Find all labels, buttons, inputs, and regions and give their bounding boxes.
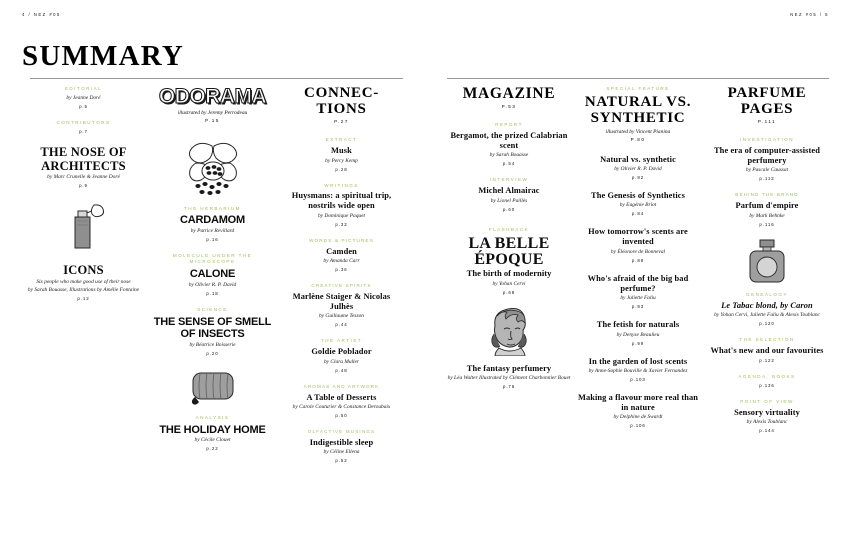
entry-byline: by Denyse Beaulieu	[616, 331, 660, 338]
entry-title: Camden	[326, 246, 357, 256]
entry-page-number: p.16	[206, 237, 219, 243]
entry-byline: by Éléonore de Bonneval	[610, 248, 666, 255]
entry-kicker: THE HERBARIUM	[184, 205, 241, 211]
entry-page-number: p.5	[79, 103, 88, 109]
toc-entry-flavour-more-real[interactable]	[576, 393, 700, 428]
entry-byline: by Léa Walter Illustrated by Clément Charbonnier Bouet	[447, 375, 571, 382]
entry-byline: by Anne-Sophie Bouville & Xavier Fernandez	[588, 367, 688, 374]
entry-page-number: p.84	[631, 211, 645, 217]
cardamom-pod-icon	[151, 136, 274, 198]
entry-byline: by Marc Crunelle & Jeanne Doré	[47, 174, 120, 181]
toc-entry-michel-almairac[interactable]	[447, 177, 571, 211]
entry-byline: by Guillaume Tesson	[318, 313, 365, 320]
section-page-number: P.53	[501, 104, 517, 110]
entry-page-number: p.116	[759, 221, 775, 227]
right-columns	[447, 86, 829, 544]
section-parfume-pages[interactable]	[705, 86, 829, 124]
perfume-bottle-icon	[705, 238, 829, 284]
left-columns	[22, 86, 403, 544]
entry-title: Musk	[331, 146, 352, 156]
entry-page-number: p.52	[335, 458, 348, 464]
entry-byline: by Alexis Toublanc	[746, 419, 788, 426]
column-odorama	[151, 86, 274, 544]
toc-entry-creative-spirits[interactable]	[280, 283, 403, 327]
running-head-right: NEZ #05 / 5	[790, 12, 829, 17]
entry-kicker: REPORT	[495, 122, 523, 128]
entry-title: In the garden of lost scents	[588, 356, 688, 366]
toc-entry-the-selection[interactable]	[705, 337, 829, 363]
page-title: SUMMARY	[22, 40, 185, 72]
entry-page-number: p.9	[79, 183, 88, 189]
entry-kicker: BEHIND THE BRAND	[735, 192, 799, 198]
column-connections	[280, 86, 403, 544]
section-page-number: P.27	[334, 119, 349, 125]
entry-kicker: ANALYSIS	[195, 414, 230, 420]
entry-kicker: AGENDA, BOOKS	[738, 373, 796, 379]
toc-entry-big-bad-perfume[interactable]	[576, 274, 700, 309]
toc-entry-natural-vs-synthetic[interactable]	[576, 155, 700, 180]
entry-page-number: p.76	[502, 384, 516, 390]
toc-entry-contributors[interactable]	[22, 120, 145, 134]
entry-byline: by Cécile Clouet	[194, 437, 231, 444]
section-subtitle: illustrated by Vincent Pianina	[605, 128, 671, 135]
entry-title: Sensory virtuality	[734, 407, 800, 417]
toc-entry-sense-of-smell-insects[interactable]	[151, 307, 274, 356]
section-kicker: SPECIAL FEATURE	[606, 86, 670, 91]
entry-page-number: p.44	[335, 322, 348, 328]
toc-entry-la-belle-epoque[interactable]	[447, 227, 571, 295]
entry-title: Indigestible sleep	[309, 437, 374, 447]
section-page-number: P.15	[205, 117, 220, 123]
left-page	[0, 0, 425, 554]
section-title: NATURAL VS. SYNTHETIC	[584, 93, 692, 126]
entry-kicker: AROMAS AND ARTWORK	[303, 383, 380, 389]
section-page-number: P.111	[757, 119, 777, 125]
entry-page-number: p.82	[631, 175, 645, 181]
entry-page-number: p.99	[631, 340, 645, 346]
entry-byline: by Lionel Paillès	[490, 197, 528, 204]
entry-kicker: INTERVIEW	[489, 177, 529, 183]
right-page	[425, 0, 851, 554]
entry-page-number: p.93	[631, 304, 645, 310]
entry-byline: by Jeanne Doré	[66, 94, 101, 101]
column-parfume-pages	[705, 86, 829, 544]
section-natural-vs-synthetic[interactable]	[576, 86, 700, 142]
entry-subtitle: The birth of modernity	[466, 268, 552, 279]
toc-entry-camden[interactable]	[280, 238, 403, 272]
section-connections[interactable]	[280, 86, 403, 124]
toc-entry-nose-of-architects[interactable]	[22, 145, 145, 189]
toc-entry-calone[interactable]	[151, 253, 274, 296]
entry-byline: by Sarah Bouasse	[489, 152, 529, 159]
entry-byline: by Olivier R. P. David	[188, 281, 237, 288]
toc-entry-indigestible-sleep[interactable]	[280, 429, 403, 463]
entry-title: A Table of Desserts	[306, 392, 377, 402]
toc-entry-icons[interactable]	[22, 263, 145, 301]
entry-byline: by Béatrice Boisserie	[189, 341, 236, 348]
entry-title: THE SENSE OF SMELL OF INSECTS	[153, 315, 272, 340]
entry-title: CARDAMOM	[179, 214, 245, 227]
entry-byline: by Sarah Bouasse, Illustrations by Amélie Fontaine	[27, 287, 140, 294]
toc-entry-holiday-home[interactable]	[151, 415, 274, 452]
entry-kicker: FLASHBACK	[488, 226, 530, 232]
entry-title: The Genesis of Synthetics	[591, 191, 685, 201]
toc-entry-le-tabac-blond[interactable]	[705, 292, 829, 326]
entry-title: Making a flavour more real than in nature	[577, 392, 699, 412]
entry-page-number: p.54	[502, 161, 516, 167]
section-title: PARFUME PAGES	[727, 85, 807, 117]
entry-kicker: EDITORIAL	[64, 86, 103, 91]
entry-title: Le Tabac blond, by Caron	[721, 300, 813, 310]
toc-entry-huysmans[interactable]	[280, 183, 403, 227]
toc-entry-cardamom[interactable]	[151, 206, 274, 243]
entry-title: The fetish for naturals	[596, 320, 680, 330]
entry-byline: by Carole Couturier & Constance Deroubaix	[292, 404, 391, 411]
entry-page-number: p.120	[759, 321, 775, 327]
toc-entry-goldie-poblador[interactable]	[280, 338, 403, 372]
entry-kicker: THE SELECTION	[739, 337, 795, 343]
entry-kicker: WORDS & PICTURES	[309, 237, 374, 243]
entry-byline: by Olivier R. P. David	[614, 166, 662, 173]
toc-entry-parfum-dempire[interactable]	[705, 192, 829, 226]
section-title: ODORAMA	[158, 85, 267, 108]
section-odorama[interactable]	[151, 86, 274, 123]
entry-kicker: CONTRIBUTORS	[56, 119, 111, 125]
toc-entry-sensory-virtuality[interactable]	[705, 399, 829, 433]
entry-page-number: p.18	[206, 290, 219, 296]
entry-page-number: p.60	[502, 206, 516, 212]
entry-page-number: p.7	[79, 128, 88, 134]
toc-entry-fantasy-perfumery[interactable]	[447, 364, 571, 389]
entry-byline: by Amanda Carr	[323, 258, 360, 265]
entry-byline: by Dominique Paquet	[317, 212, 365, 219]
entry-byline: by Yohan Cervi	[492, 280, 526, 287]
hay-bale-icon	[151, 367, 274, 407]
entry-kicker: OLFACTIVE MUSINGS	[307, 429, 376, 435]
header-divider	[30, 78, 403, 79]
entry-title: LA BELLE ÉPOQUE	[468, 234, 550, 268]
section-subtitle: illustrated by Jeremy Perrodeau	[177, 109, 248, 116]
entry-title: The era of computer-assisted perfumery	[714, 146, 820, 166]
atomizer-icon	[22, 203, 145, 255]
entry-byline: by Juliette Faliu	[620, 295, 656, 302]
entry-title: ICONS	[63, 263, 104, 278]
entry-page-number: p.22	[206, 446, 219, 452]
entry-page-number: p.103	[630, 376, 646, 382]
section-magazine[interactable]	[447, 86, 571, 109]
entry-kicker: GENEALOGY	[746, 291, 788, 297]
entry-title: Who's afraid of the big bad perfume?	[587, 273, 689, 293]
toc-entry-computer-assisted-perfumery[interactable]	[705, 137, 829, 181]
classical-bust-icon	[447, 306, 571, 356]
entry-kicker: EXTRACT	[325, 137, 358, 143]
entry-kicker: POINT OF VIEW	[740, 398, 794, 404]
entry-byline: by Eugénie Briot	[619, 202, 657, 209]
entry-title: The fantasy perfumery	[466, 363, 552, 373]
section-page-number: P.80	[630, 136, 646, 142]
entry-page-number: p.28	[335, 166, 348, 172]
entry-title: How tomorrow's scents are invented	[588, 227, 688, 247]
entry-subtitle: Six people who make good use of their nose	[36, 278, 131, 285]
header-divider	[447, 78, 829, 79]
entry-title: Parfum d'empire	[735, 201, 799, 211]
entry-title: Natural vs. synthetic	[600, 154, 676, 164]
entry-page-number: p.50	[335, 413, 348, 419]
entry-page-number: p.112	[759, 176, 775, 182]
entry-title: What's new and our favourites	[710, 346, 824, 356]
entry-title: THE HOLIDAY HOME	[159, 423, 266, 436]
entry-title: Bergamot, the prized Calabrian scent	[450, 131, 568, 150]
entry-kicker: SCIENCE	[197, 306, 228, 312]
entry-page-number: p.106	[630, 423, 646, 429]
toc-entry-agenda-books[interactable]	[705, 374, 829, 388]
running-head-left: 4 / NEZ #05	[22, 12, 61, 17]
entry-byline: by Percy Kemp	[325, 157, 358, 164]
entry-title: Marlène Staiger & Nicolas Julhès	[292, 292, 391, 311]
entry-title: Huysmans: a spiritual trip, nostrils wide open	[291, 191, 392, 211]
entry-byline: by Delphine de Swardt	[613, 414, 663, 421]
entry-page-number: p.12	[77, 296, 90, 302]
entry-kicker: INVESTIGATION	[740, 137, 794, 143]
entry-kicker: MOLECULE UNDER THE MICROSCOPE	[172, 253, 253, 265]
entry-byline: by Yohan Cervi, Juliette Faliu & Alexis Toublanc	[714, 312, 820, 319]
entry-page-number: p.122	[759, 357, 775, 363]
column-natural-vs-synthetic	[576, 86, 700, 544]
entry-page-number: p.32	[335, 221, 348, 227]
entry-title: THE NOSE OF ARCHITECTS	[40, 144, 127, 173]
entry-byline: by Céline Ellena	[323, 449, 360, 456]
entry-page-number: p.36	[335, 267, 348, 273]
column-magazine	[447, 86, 571, 544]
entry-page-number: p.48	[335, 367, 348, 373]
toc-entry-editorial[interactable]	[22, 86, 145, 109]
entry-page-number: p.136	[759, 382, 775, 388]
entry-title: CALONE	[189, 268, 236, 281]
entry-page-number: p.88	[631, 257, 645, 263]
entry-byline: by Pascale Caussat	[745, 167, 789, 174]
entry-kicker: THE ARTIST	[321, 338, 362, 344]
toc-entry-fetish-for-naturals[interactable]	[576, 320, 700, 345]
entry-page-number: p.68	[502, 289, 516, 295]
toc-entry-tomorrows-scents[interactable]	[576, 227, 700, 262]
entry-byline: by Clara Muller	[323, 358, 360, 365]
toc-entry-bergamot[interactable]	[447, 122, 571, 166]
entry-title: Michel Almairac	[478, 186, 540, 196]
toc-entry-genesis-of-synthetics[interactable]	[576, 191, 700, 216]
column-editorial	[22, 86, 145, 544]
entry-page-number: p.20	[206, 350, 219, 356]
entry-kicker: CREATIVE SPIRITS	[311, 283, 372, 289]
entry-page-number: p.144	[759, 428, 775, 434]
section-title: MAGAZINE	[462, 85, 556, 102]
toc-entry-garden-of-lost-scents[interactable]	[576, 357, 700, 382]
entry-title: Goldie Poblador	[311, 347, 372, 357]
toc-entry-musk[interactable]	[280, 137, 403, 171]
section-title: CONNEC- TIONS	[304, 85, 379, 117]
entry-kicker: WRITINGS	[324, 182, 359, 188]
entry-byline: by Mark Behnke	[749, 212, 785, 219]
toc-entry-table-of-desserts[interactable]	[280, 384, 403, 418]
entry-byline: by Patrice Revillard	[190, 228, 235, 235]
